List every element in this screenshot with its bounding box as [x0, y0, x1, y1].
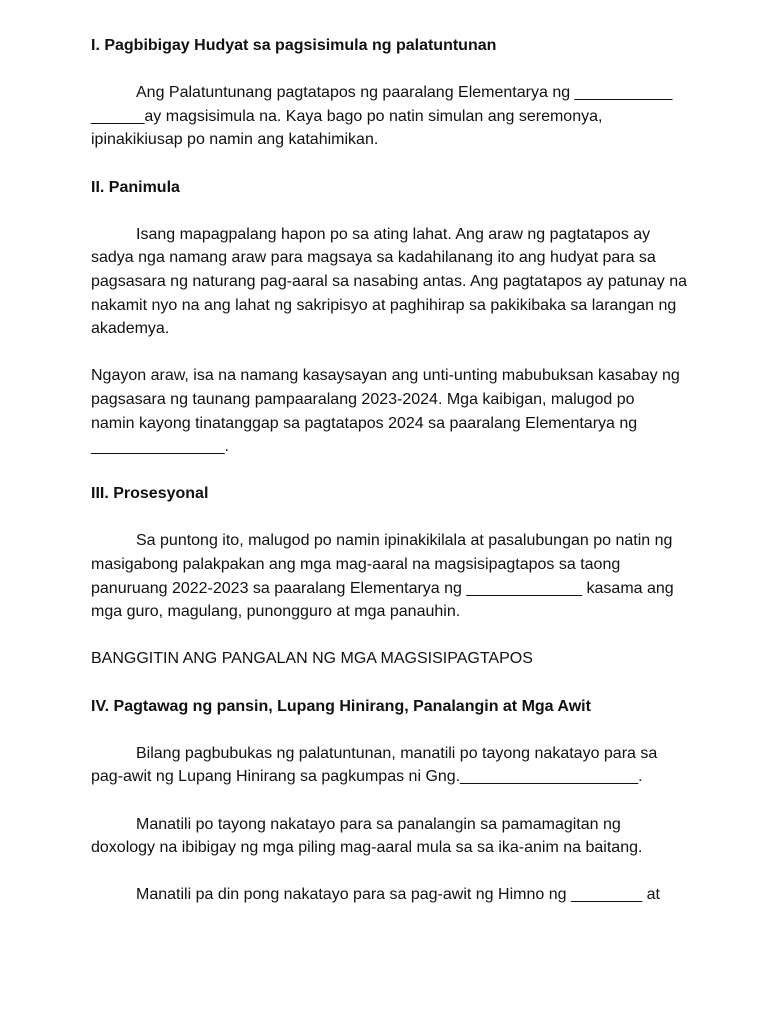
text-line: panuruang 2022-2023 sa paaralang Elementarya ng _____________ kasama ang: [91, 579, 674, 597]
section-3-paragraph-1: [91, 529, 691, 623]
text-line: Ang Palatuntunang pagtatapos ng paaralang Elementarya ng ___________: [136, 84, 673, 102]
text-line: akademya.: [91, 320, 170, 338]
text-line: Bilang pagbubukas ng palatuntunan, manatili po tayong nakatayo para sa: [136, 744, 658, 762]
text-line: Isang mapagpalang hapon po sa ating lahat. Ang araw ng pagtatapos ay: [136, 225, 651, 243]
graduates-instruction: BANGGITIN ANG PANGALAN NG MGA MAGSISIPAGTAPOS: [91, 650, 533, 668]
text-line: Manatili po tayong nakatayo para sa panalangin sa pamamagitan ng: [136, 815, 621, 833]
section-4-paragraph-2: [91, 813, 691, 860]
section-1-paragraph-1: [91, 81, 691, 152]
text-line: _______________.: [91, 438, 229, 456]
section-heading-1: I. Pagbibigay Hudyat sa pagsisimula ng palatuntunan: [91, 37, 497, 54]
text-line: masigabong palakpakan ang mga mag-aaral na magsisipagtapos sa taong: [91, 556, 621, 574]
text-line: ______ay magsisimula na. Kaya bago po natin simulan ang seremonya,: [91, 107, 603, 125]
section-4-paragraph-1: [91, 742, 691, 789]
text-line: mga guro, magulang, punongguro at mga panauhin.: [91, 603, 461, 621]
text-line: pagsasara ng taunang pampaaralang 2023-2024. Mga kaibigan, malugod po: [91, 390, 635, 408]
text-line: pag-awit ng Lupang Hinirang sa pagkumpas ni Gng.____________________.: [91, 768, 643, 786]
section-2-paragraph-1: [91, 223, 691, 341]
section-heading-3: III. Prosesyonal: [91, 485, 209, 503]
document-page: [91, 34, 691, 907]
section-2-paragraph-2: [91, 364, 691, 458]
text-line: sadya nga namang araw para magsaya sa kadahilanang ito ang hudyat para sa: [91, 249, 656, 267]
text-line: namin kayong tinatanggap sa pagtatapos 2024 sa paaralang Elementarya ng: [91, 414, 638, 432]
text-line: doxology na ibibigay ng mga piling mag-aaral mula sa sa ika-anim na baitang.: [91, 839, 643, 857]
text-line: Ngayon araw, isa na namang kasaysayan ang unti-unting mabubuksan kasabay ng: [91, 367, 680, 385]
text-line: pagsasara ng naturang pag-aaral sa nasabing antas. Ang pagtatapos ay patunay na: [91, 272, 688, 290]
text-line: nakamit nyo na ang lahat ng sakripisyo at paghihirap sa pakikibaka sa larangan ng: [91, 296, 677, 314]
section-heading-2: II. Panimula: [91, 178, 180, 196]
text-line: Manatili pa din pong nakatayo para sa pag-awit ng Himno ng ________ at: [136, 886, 660, 904]
section-4-paragraph-3: [91, 883, 691, 907]
text-line: ipinakikiusap po namin ang katahimikan.: [91, 131, 379, 149]
text-line: Sa puntong ito, malugod po namin ipinakikilala at pasalubungan po natin ng: [136, 532, 673, 550]
section-heading-4: IV. Pagtawag ng pansin, Lupang Hinirang, Panalangin at Mga Awit: [91, 697, 591, 715]
